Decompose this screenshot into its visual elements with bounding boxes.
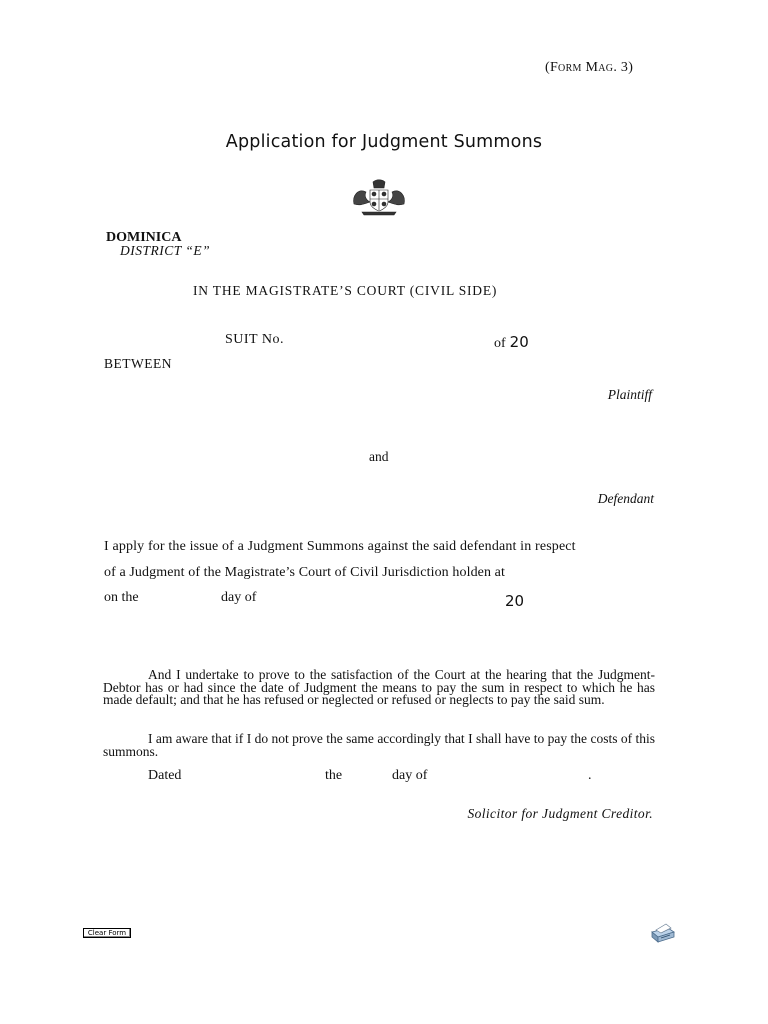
suit-year-prefix: 20 [509,333,529,351]
defendant-label: Defendant [597,491,654,506]
undertaking-paragraph: And I undertake to prove to the satisfaction of the Court at the hearing that the Judgment-Debtor has or had since the date of Judgment the means to pay the sum in respect to which he has made default; and that he has refused or neglected or refused or neglects to pay the said sum. [103,667,655,708]
country-name: DOMINICA [106,230,182,245]
application-line-1: I apply for the issue of a Judgment Summons against the said defendant in respect [104,539,576,554]
plaintiff-label: Plaintiff [607,387,652,402]
awareness-paragraph: I am aware that if I do not prove the same accordingly that I shall have to pay the costs of this summons. [103,731,655,759]
suit-year-label [494,333,529,352]
and-label: and [369,449,389,464]
of-label: of [494,336,506,351]
suit-number-label: SUIT No. [225,332,284,347]
day-of-label: day of [221,590,257,605]
court-name: IN THE MAGISTRATE’S COURT (CIVIL SIDE) [193,283,498,298]
page-title: Application for Judgment Summons [225,132,543,152]
on-the-label: on the [104,590,139,605]
solicitor-signature-label: Solicitor for Judgment Creditor. [467,806,653,821]
between-label: BETWEEN [104,356,172,371]
printer-icon[interactable] [648,922,676,944]
the-label: the [325,768,343,783]
dated-day-of-label: day of [392,768,428,783]
application-line-2: of a Judgment of the Magistrate’s Court of Civil Jurisdiction holden at [104,565,505,580]
dated-label: Dated [148,768,182,783]
judgment-year-prefix: 20 [505,592,525,610]
dated-period: . [588,768,592,783]
coat-of-arms-icon [350,178,408,216]
district-name: DISTRICT “E” [120,243,211,258]
form-number: (Form Mag. 3) [545,60,634,75]
clear-form-button[interactable]: Clear Form [83,928,131,938]
